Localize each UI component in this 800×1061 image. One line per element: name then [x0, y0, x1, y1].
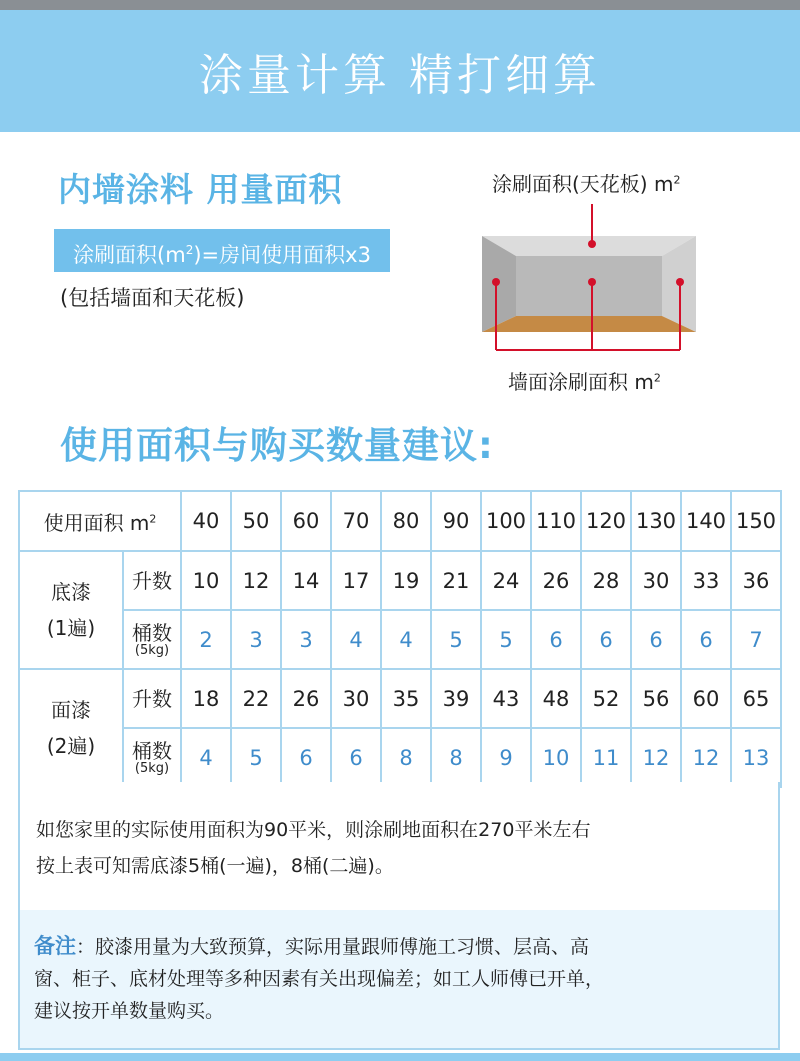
- area-cell: 80: [381, 491, 431, 551]
- info-box: [18, 782, 780, 1050]
- banner-title: 涂量计算 精打细算: [199, 50, 601, 101]
- primer-liters-cell: 12: [231, 551, 281, 610]
- bottom-bar: [0, 1053, 800, 1061]
- interior-title: 内墙涂料 用量面积: [58, 170, 343, 209]
- primer-buckets-cell: 6: [581, 610, 631, 669]
- primer-buckets-cell: 6: [681, 610, 731, 669]
- topcoat-buckets-cell: 12: [631, 728, 681, 787]
- primer-liters-cell: 19: [381, 551, 431, 610]
- primer-buckets-cell: 4: [331, 610, 381, 669]
- topcoat-liters-cell: 48: [531, 669, 581, 728]
- primer-liters-label: 升数: [123, 551, 181, 610]
- area-cell: 90: [431, 491, 481, 551]
- topcoat-liters-cell: 60: [681, 669, 731, 728]
- ceiling-label: 涂刷面积(天花板) $m^2$: [492, 172, 681, 196]
- topcoat-buckets-cell: 5: [231, 728, 281, 787]
- section-title: 使用面积与购买数量建议:: [60, 424, 494, 467]
- primer-buckets-cell: 6: [631, 610, 681, 669]
- primer-buckets-cell: 3: [231, 610, 281, 669]
- example-text: [36, 812, 590, 884]
- topcoat-buckets-cell: 8: [381, 728, 431, 787]
- topcoat-liters-cell: 43: [481, 669, 531, 728]
- primer-liters-cell: 14: [281, 551, 331, 610]
- primer-group-label: 底漆 (1遍): [19, 551, 123, 669]
- primer-buckets-row: [19, 610, 781, 669]
- primer-buckets-cell: 5: [481, 610, 531, 669]
- area-cell: 60: [281, 491, 331, 551]
- area-cell: 120: [581, 491, 631, 551]
- area-cell: 110: [531, 491, 581, 551]
- example-line-1: 如您家里的实际使用面积为90平米，则涂刷地面积在270平米左右: [36, 819, 591, 841]
- primer-buckets-cell: 2: [181, 610, 231, 669]
- primer-buckets-cell: 7: [731, 610, 781, 669]
- primer-liters-cell: 36: [731, 551, 781, 610]
- primer-liters-cell: 30: [631, 551, 681, 610]
- formula-post: )=房间使用面积x3: [193, 243, 371, 267]
- topcoat-liters-cell: 35: [381, 669, 431, 728]
- topcoat-liters-cell: 26: [281, 669, 331, 728]
- topcoat-liters-row: [19, 669, 781, 728]
- topcoat-liters-cell: 65: [731, 669, 781, 728]
- formula-note: (包括墙面和天花板): [60, 286, 245, 310]
- area-cell: 50: [231, 491, 281, 551]
- remark-line-1: ：胶漆用量为大致预算，实际用量跟师傅施工习惯、层高、高: [76, 936, 590, 958]
- primer-buckets-cell: 4: [381, 610, 431, 669]
- usage-table-wrap: [18, 490, 780, 788]
- topcoat-buckets-cell: 13: [731, 728, 781, 787]
- formula-pre: 涂刷面积(m: [73, 243, 186, 267]
- primer-liters-cell: 24: [481, 551, 531, 610]
- topcoat-buckets-cell: 9: [481, 728, 531, 787]
- header-row: [19, 491, 781, 551]
- topcoat-liters-cell: 56: [631, 669, 681, 728]
- area-header-label: 使用面积 $m^2$: [19, 491, 181, 551]
- topcoat-group-label: 面漆 (2遍): [19, 669, 123, 787]
- topcoat-buckets-cell: 11: [581, 728, 631, 787]
- remark-area: [20, 910, 778, 1048]
- topcoat-buckets-label: 桶数 (5kg): [123, 728, 181, 787]
- header-banner: [0, 10, 800, 132]
- topcoat-buckets-cell: 12: [681, 728, 731, 787]
- formula-sup: 2: [185, 243, 194, 257]
- primer-liters-cell: 26: [531, 551, 581, 610]
- topcoat-liters-cell: 52: [581, 669, 631, 728]
- topcoat-buckets-cell: 4: [181, 728, 231, 787]
- area-cell: 140: [681, 491, 731, 551]
- area-cell: 100: [481, 491, 531, 551]
- primer-buckets-label: 桶数 (5kg): [123, 610, 181, 669]
- topcoat-liters-cell: 22: [231, 669, 281, 728]
- topcoat-buckets-cell: 6: [281, 728, 331, 787]
- room-diagram: [470, 160, 730, 400]
- wall-label: 墙面涂刷面积 $m^2$: [508, 370, 661, 394]
- primer-buckets-cell: 6: [531, 610, 581, 669]
- top-strip: [0, 0, 800, 10]
- remark-line-2: 窗、柜子、底材处理等多种因素有关出现偏差；如工人师傅已开单，: [34, 968, 605, 990]
- primer-liters-cell: 33: [681, 551, 731, 610]
- example-line-2: 按上表可知需底漆5桶(一遍)，8桶(二遍)。: [36, 855, 394, 877]
- area-cell: 40: [181, 491, 231, 551]
- topcoat-liters-label: 升数: [123, 669, 181, 728]
- formula-box: [54, 229, 390, 272]
- primer-buckets-cell: 5: [431, 610, 481, 669]
- topcoat-buckets-cell: 10: [531, 728, 581, 787]
- topcoat-buckets-cell: 6: [331, 728, 381, 787]
- primer-liters-cell: 10: [181, 551, 231, 610]
- topcoat-buckets-cell: 8: [431, 728, 481, 787]
- remark-label: 备注: [34, 934, 76, 958]
- primer-liters-cell: 21: [431, 551, 481, 610]
- primer-liters-cell: 28: [581, 551, 631, 610]
- primer-liters-cell: 17: [331, 551, 381, 610]
- topcoat-liters-cell: 18: [181, 669, 231, 728]
- room-illustration: [470, 160, 730, 400]
- topcoat-liters-cell: 30: [331, 669, 381, 728]
- remark-line-3: 建议按开单数量购买。: [34, 1000, 225, 1022]
- area-cell: 130: [631, 491, 681, 551]
- topcoat-buckets-row: [19, 728, 781, 787]
- remark-text: [34, 930, 764, 1027]
- primer-buckets-cell: 3: [281, 610, 331, 669]
- topcoat-liters-cell: 39: [431, 669, 481, 728]
- primer-liters-row: [19, 551, 781, 610]
- usage-table: [18, 490, 782, 788]
- area-cell: 150: [731, 491, 781, 551]
- area-cell: 70: [331, 491, 381, 551]
